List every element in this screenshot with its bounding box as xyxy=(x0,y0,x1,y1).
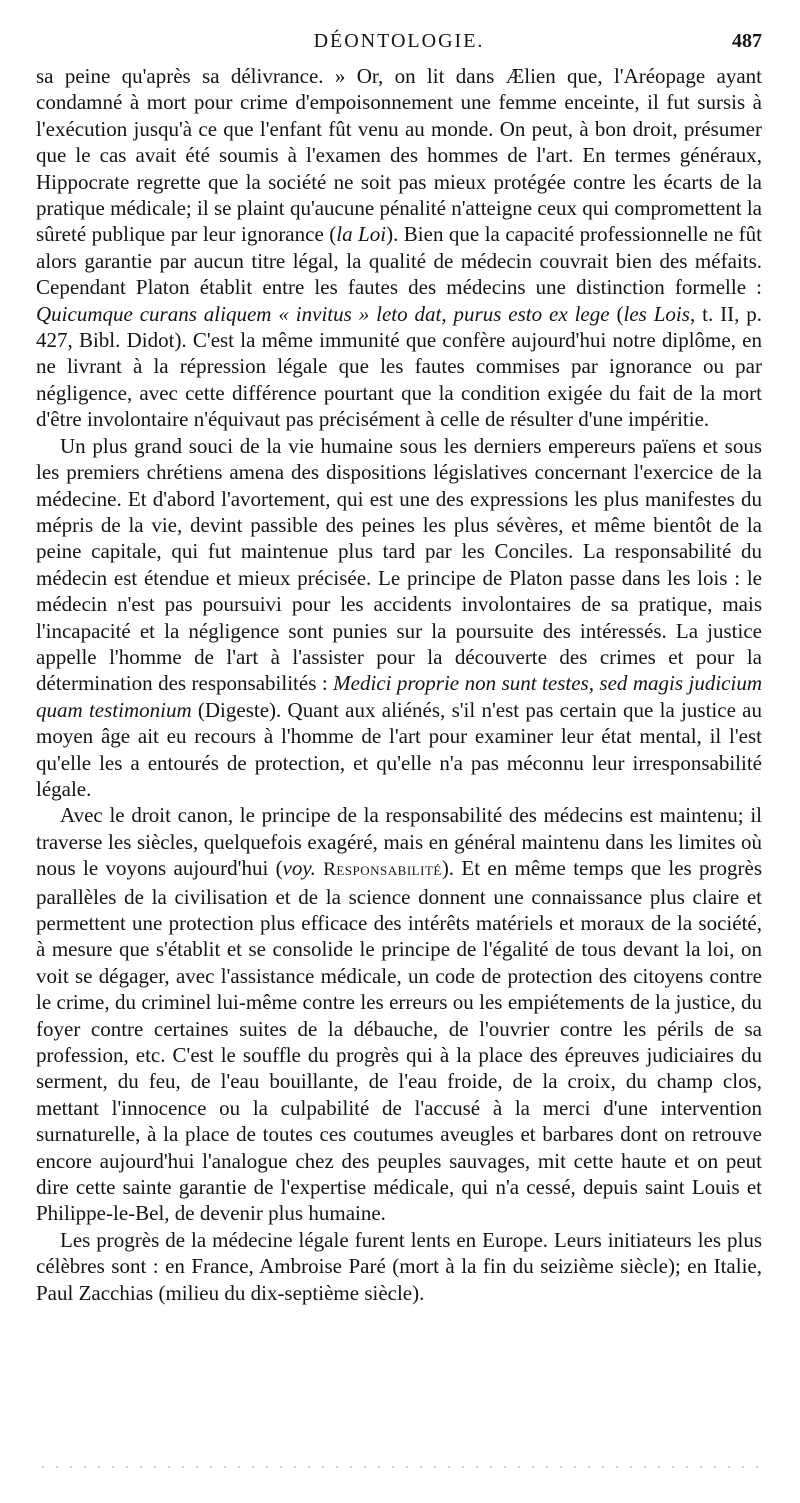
text-run: Un plus grand souci de la vie humaine sous les derniers empereurs païens et sous les premiers chrétiens amena des dispositions législatives concernant l'exercice de la médecine. Et d'abord l'avortement, qui est une des expressions les plus manifestes du mépris de la vie, devint passible des peines les plus sévères, et même bientôt de la peine capitale, qui fut maintenue plus tard par les Conciles. La responsabilité du médecin est étendue et mieux précisée. Le principe de Platon passe dans les lois : le médecin n'est pas poursuivi pour les accidents involontaires de sa pratique, mais l'incapacité et la négligence sont punies sur la poursuite des intéressés. La justice appelle l'homme de l'art à l'assister pour la découverte des crimes et pour la détermination des responsabilités : xyxy=(36,433,762,696)
print-specks xyxy=(36,1466,764,1468)
running-title: DÉONTOLOGIE. xyxy=(313,30,485,52)
paragraph-1 xyxy=(36,63,762,433)
text-run: Avec le droit canon, le principe de la responsabilité des médecins est maintenu; il traverse les siècles, quelquefois exagéré, mais en général maintenu dans les limites où nous le voyons aujourd'hui ( xyxy=(36,803,762,881)
latin-quotation: Medici proprie non sunt testes, sed magis judicium quam testimonium xyxy=(36,671,762,722)
text-run: ( xyxy=(609,301,624,326)
paragraph-3 xyxy=(36,802,762,1227)
italic-citation: la Loi xyxy=(336,222,387,247)
text-run: , t. II, p. 427, Bibl. Didot). C'est la même immunité que confère aujourd'hui notre diplôme, en ne livrant à la répression légale que les fautes commises par ignorance ou par négligence, avec cette différence pourtant que la condition exigée du fait de la mort d'être involontaire n'équivaut pas précisément à celle de résulter d'une impéritie. xyxy=(36,301,763,432)
italic-reference: voy. xyxy=(282,856,316,881)
latin-quotation: Quicumque curans aliquem « invitus » leto dat, purus esto ex lege xyxy=(36,301,610,326)
italic-citation: les Lois xyxy=(623,301,690,326)
page-number: 487 xyxy=(732,30,762,52)
text-run: (Digeste). Quant aux aliénés, s'il n'est pas certain que la justice au moyen âge ait eu recours à l'homme de l'art pour examiner leur état mental, il l'est qu'elle les a entourés de protection, et qu'elle n'a pas méconnu leur irresponsabilité légale. xyxy=(36,697,762,801)
text-run: ). Bien que la capacité professionnelle ne fût alors garantie par aucun titre légal, la qualité de médecin couvrait bien des méfaits. Cependant Platon établit entre les fautes des médecins une distinction formelle : xyxy=(36,222,762,300)
page-header xyxy=(36,30,762,60)
paragraph-4 xyxy=(36,1227,762,1306)
text-run: ). Et en même temps que les progrès parallèles de la civilisation et de la science donnent une connaissance plus claire et permettent une protection plus efficace des intérêts matériels et moraux de la société, à mesure que s'établit et se consolide le principe de l'égalité de tous devant la loi, on voit se dégager, avec l'assistance médicale, un code de protection des citoyens contre le crime, du criminel lui-même contre les erreurs ou les empiétements de la justice, du foyer contre certaines suites de la débauche, de l'ouvrier contre les périls de sa profession, etc. C'est le souffle du progrès qui à la place des épreuves judiciaires du serment, du feu, de l'eau bouillante, de l'eau froide, de la croix, du champ clos, mettant l'innocence ou la culpabilité de l'accusé à la merci d'une intervention surnaturelle, à la place de toutes ces coutumes aveugles et barbares dont on retrouve encore aujourd'hui l'analogue chez des peuples sauvages, mit cette haute et on peut dire cette sainte garantie de l'expertise médicale, qui n'a cessé, depuis saint Louis et Philippe-le-Bel, de devenir plus humaine. xyxy=(36,856,762,1226)
small-caps-cross-reference: Responsabilité xyxy=(323,859,442,881)
body-text xyxy=(36,63,762,1306)
text-run: Les progrès de la médecine légale furent lents en Europe. Leurs initiateurs les plus célèbres sont : en France, Ambroise Paré (mort à la fin du seizième siècle); en Italie, Paul Zacchias (milieu du dix-septième siècle). xyxy=(36,1227,762,1305)
text-run: sa peine qu'après sa délivrance. » Or, on lit dans Ælien que, l'Aréopage ayant condamné à mort pour crime d'empoisonnement une femme enceinte, il fut sursis à l'exécution jusqu'à ce que l'enfant fût venu au monde. On peut, à bon droit, présumer que le cas avait été soumis à l'examen des hommes de l'art. En termes généraux, Hippocrate regrette que la société ne soit pas mieux protégée contre les écarts de la pratique médicale; il se plaint qu'aucune pénalité n'atteigne ceux qui compromettent la sûreté publique par leur ignorance ( xyxy=(36,64,762,247)
paragraph-2 xyxy=(36,433,762,803)
